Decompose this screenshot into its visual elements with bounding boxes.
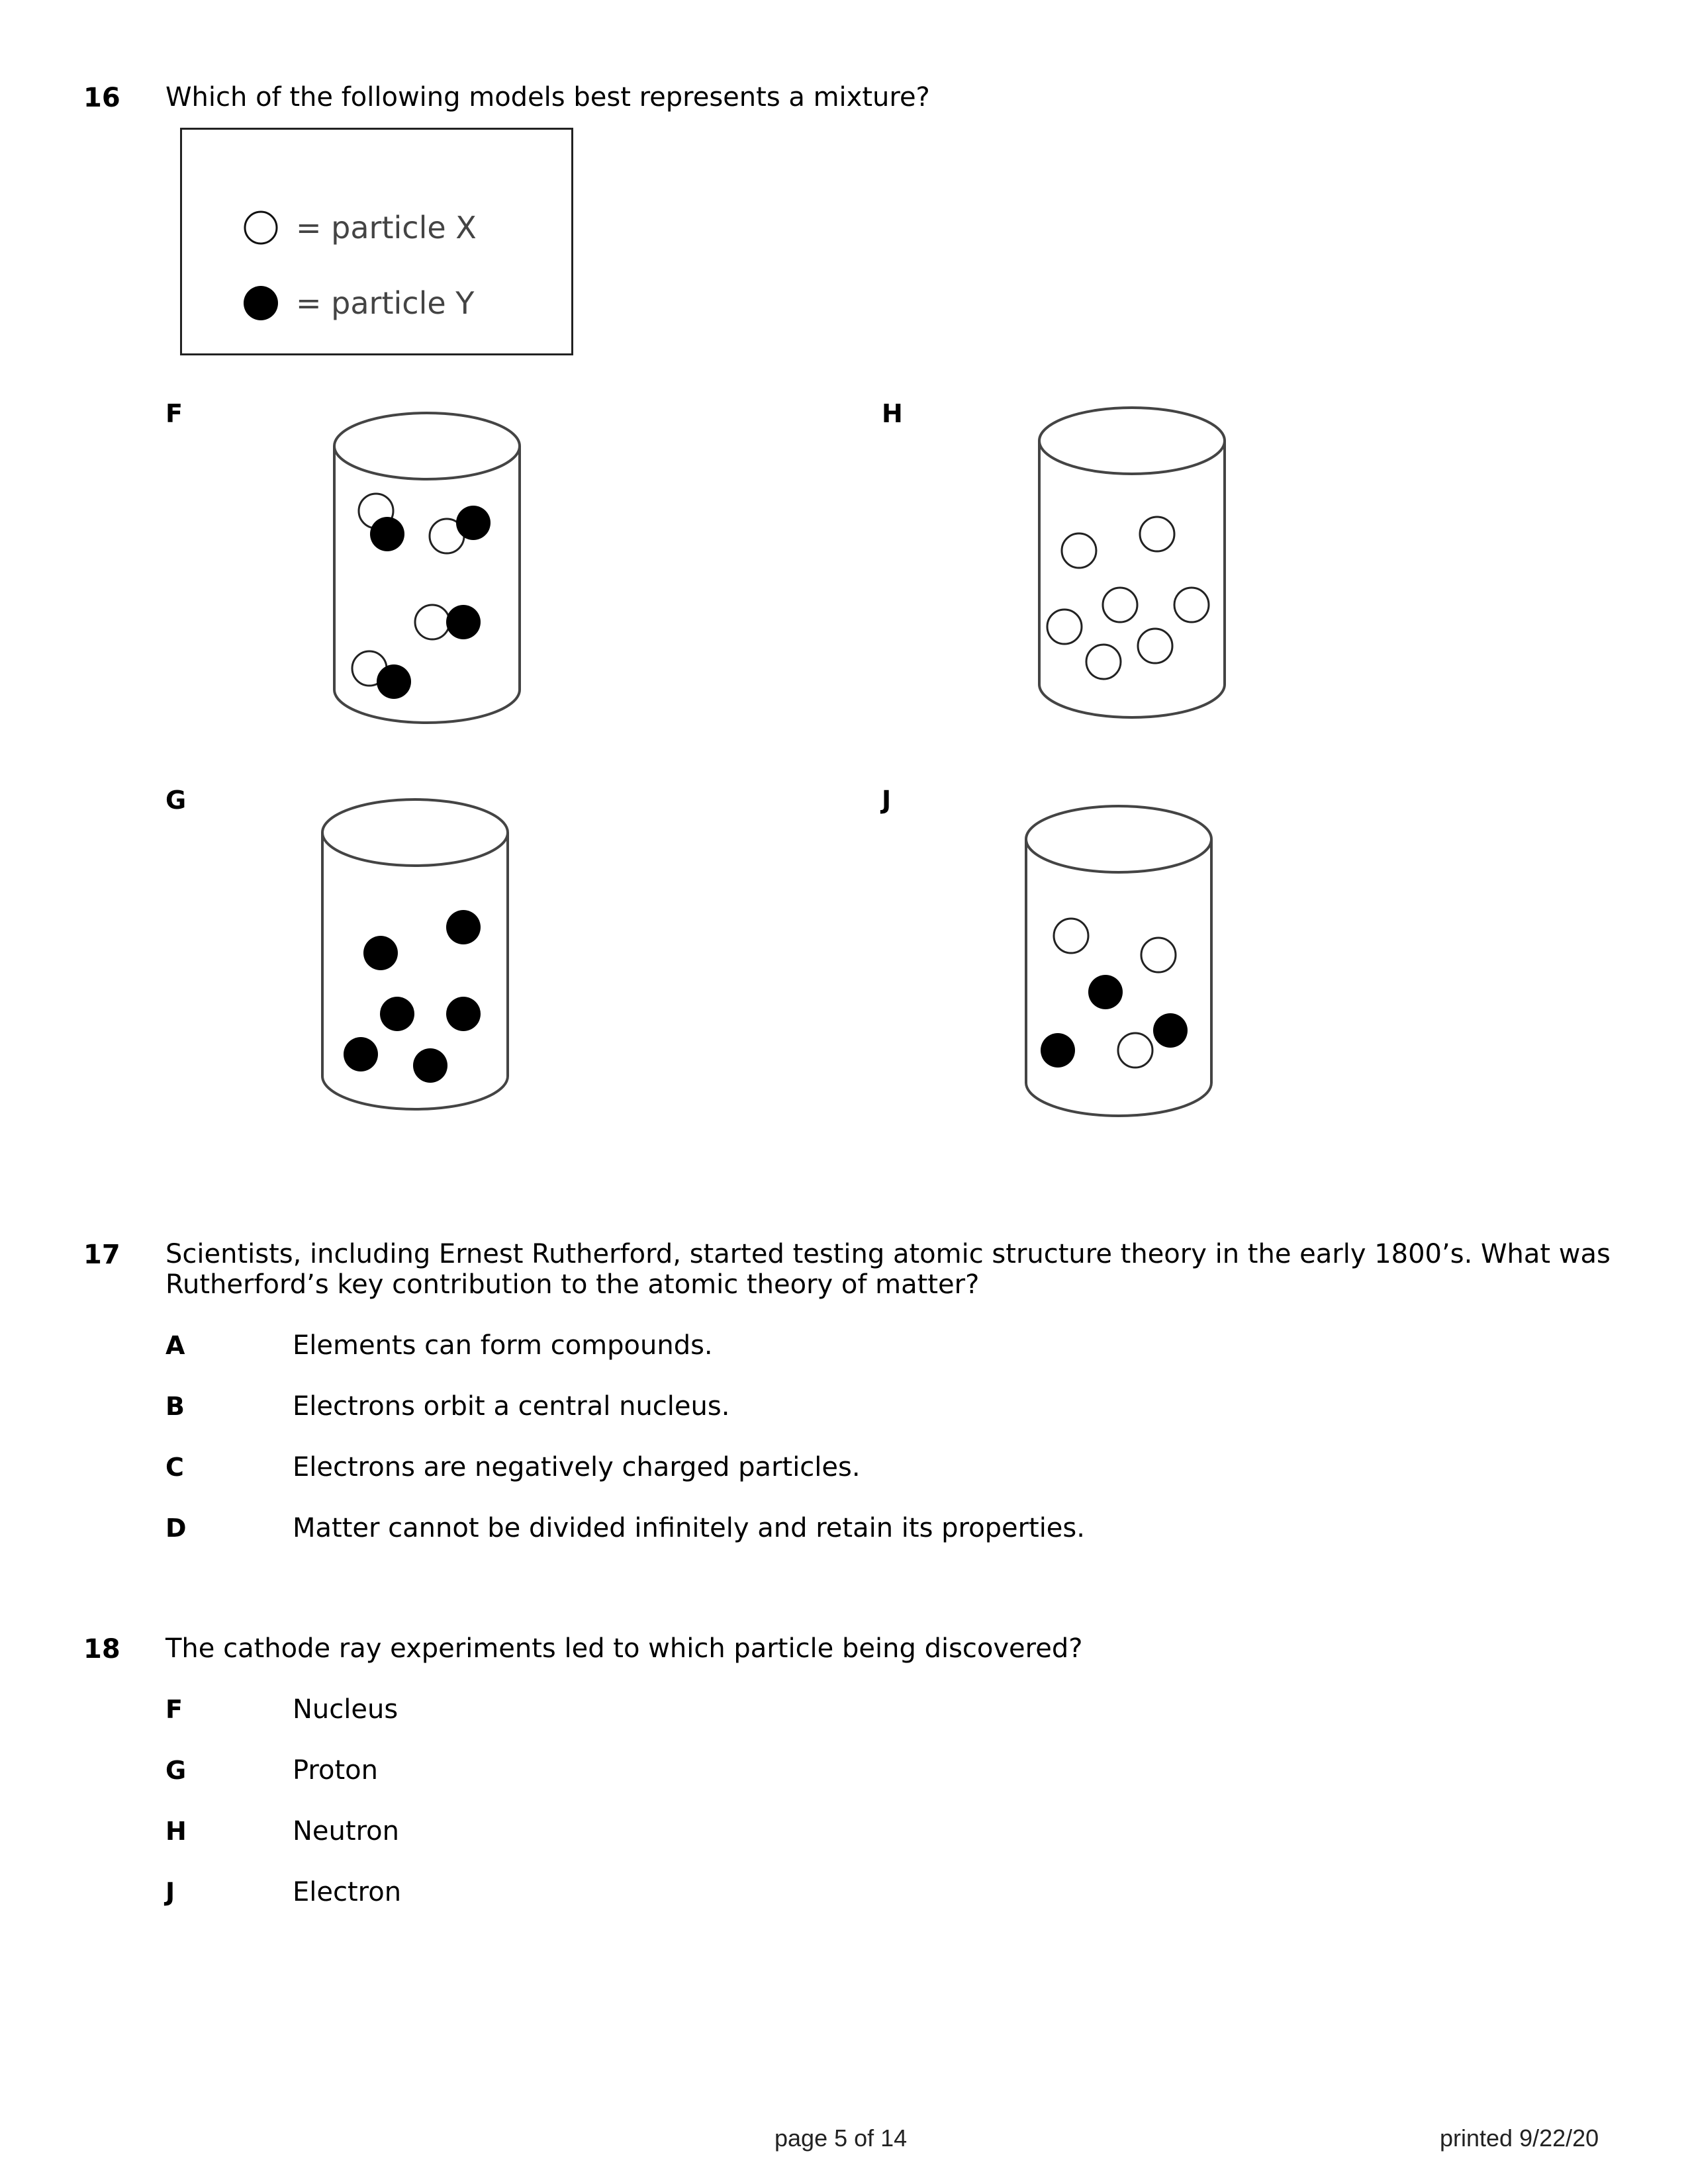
printed-date: printed 9/22/20 xyxy=(1440,2124,1599,2152)
page-number: page 5 of 14 xyxy=(774,2124,908,2152)
legend-particle-x xyxy=(242,208,477,248)
beaker-j-body xyxy=(1026,839,1211,1116)
particle-y xyxy=(344,1037,378,1071)
beaker-g[interactable] xyxy=(312,792,518,1122)
beaker-f[interactable] xyxy=(324,405,530,736)
question-16-number: 16 xyxy=(83,83,120,113)
choice-letter-h: H xyxy=(882,399,903,428)
question-17-number: 17 xyxy=(83,1240,120,1270)
particle-x xyxy=(1138,629,1172,663)
particle-y xyxy=(380,997,414,1031)
q18-option-g[interactable]: Proton xyxy=(293,1755,378,1786)
beaker-h[interactable] xyxy=(1029,400,1235,731)
particle-y xyxy=(1088,975,1123,1009)
question-16-text: Which of the following models best represents a mixture? xyxy=(165,82,930,113)
legend-particle-y-label: = particle Y xyxy=(296,285,475,321)
particle-y xyxy=(446,910,481,944)
particle-x xyxy=(1054,919,1088,953)
particle-y xyxy=(363,936,398,970)
q17-option-letter: C xyxy=(165,1453,184,1482)
particle-y xyxy=(413,1048,447,1083)
legend-particle-x-label: = particle X xyxy=(296,210,477,246)
question-17-text-line2: Rutherford’s key contribution to the atomic theory of matter? xyxy=(165,1269,980,1300)
particle-x xyxy=(1103,588,1137,622)
beaker-g-top xyxy=(322,799,508,866)
particle-y xyxy=(456,506,491,540)
particle-y xyxy=(446,605,481,639)
q17-option-a[interactable]: Elements can form compounds. xyxy=(293,1330,713,1361)
q17-option-b[interactable]: Electrons orbit a central nucleus. xyxy=(293,1391,730,1422)
question-18-text: The cathode ray experiments led to which particle being discovered? xyxy=(165,1633,1083,1664)
choice-letter-j: J xyxy=(882,786,892,815)
beaker-j[interactable] xyxy=(1016,798,1221,1129)
q18-option-j[interactable]: Electron xyxy=(293,1877,402,1907)
q18-option-h[interactable]: Neutron xyxy=(293,1816,399,1846)
q17-option-letter: B xyxy=(165,1392,185,1421)
particle-legend xyxy=(180,128,573,355)
beaker-h-body xyxy=(1039,441,1225,717)
choice-letter-g: G xyxy=(165,786,187,815)
choice-letter-f: F xyxy=(165,399,183,428)
beaker-f-top xyxy=(334,413,520,479)
q18-option-f[interactable]: Nucleus xyxy=(293,1694,399,1725)
particle-y xyxy=(1153,1013,1188,1048)
particle-y xyxy=(1041,1033,1075,1068)
legend-particle-y xyxy=(242,283,474,323)
q17-option-letter: D xyxy=(165,1514,187,1543)
particle-x xyxy=(1140,517,1174,551)
question-17-text-line1: Scientists, including Ernest Rutherford, started testing atomic structure theory in the early 1800’s. What was xyxy=(165,1239,1611,1269)
q18-option-letter: H xyxy=(165,1817,187,1846)
q17-option-letter: A xyxy=(165,1331,185,1360)
particle-y xyxy=(370,517,404,551)
particle-x xyxy=(1086,645,1121,679)
filled-circle-icon xyxy=(242,284,280,322)
q17-option-c[interactable]: Electrons are negatively charged particles. xyxy=(293,1452,861,1482)
q18-option-letter: F xyxy=(165,1695,183,1724)
beaker-j-top xyxy=(1026,806,1211,872)
beaker-h-top xyxy=(1039,408,1225,474)
particle-x xyxy=(1174,588,1209,622)
particle-x xyxy=(415,605,449,639)
q18-option-letter: G xyxy=(165,1756,187,1785)
particle-x xyxy=(1118,1033,1152,1068)
q17-option-d[interactable]: Matter cannot be divided infinitely and retain its properties. xyxy=(293,1513,1085,1543)
open-circle-icon xyxy=(242,208,280,247)
particle-x xyxy=(1141,938,1176,972)
question-18-number: 18 xyxy=(83,1634,120,1664)
particle-y xyxy=(377,664,411,699)
particle-x xyxy=(1062,533,1096,568)
q18-option-letter: J xyxy=(165,1878,175,1907)
particle-y xyxy=(446,997,481,1031)
particle-x xyxy=(1047,610,1082,644)
